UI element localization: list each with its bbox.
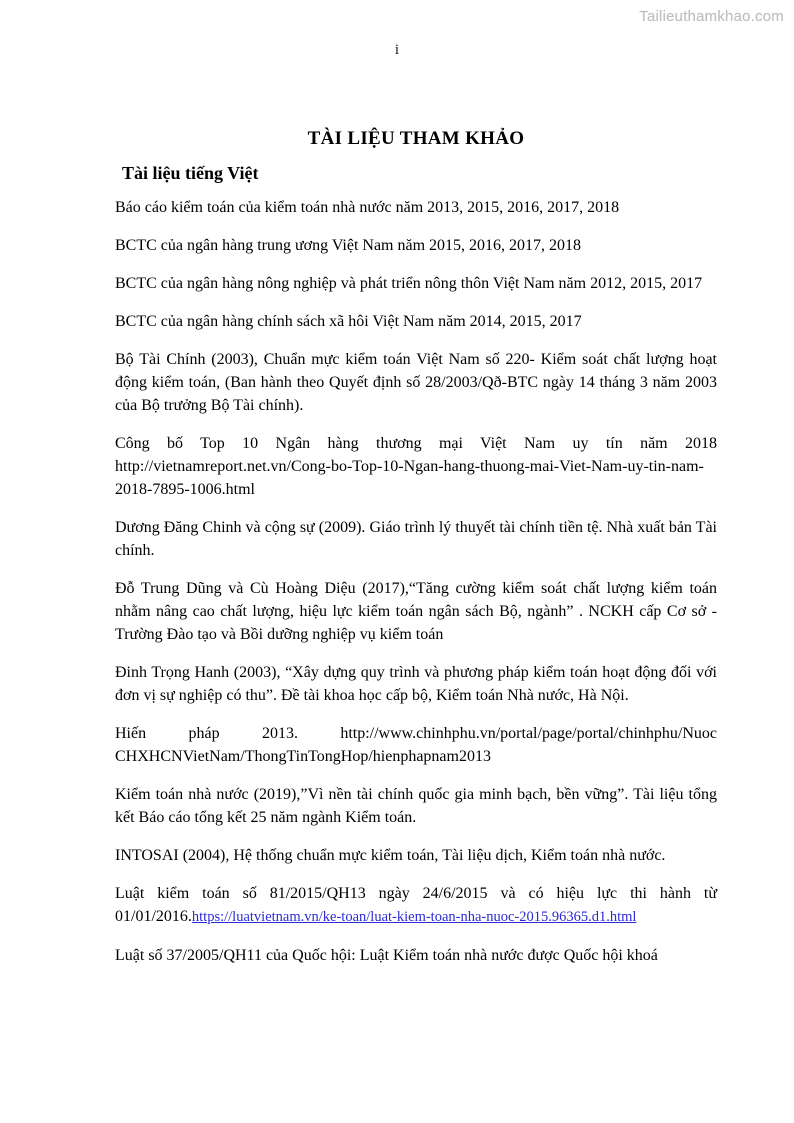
reference-text: Đinh Trọng Hanh (2003), “Xây dựng quy trình và phương pháp kiểm toán hoạt động đối với đơn vị sự nghiệp có thu”. Đề tài khoa học cấp bộ, Kiểm toán Nhà nước, Hà Nội. bbox=[115, 664, 717, 704]
reference-text: Luật kiểm toán số 81/2015/QH13 ngày 24/6/2015 và có hiệu lực thi hành từ 01/01/2016. bbox=[115, 885, 717, 925]
reference-paragraph bbox=[115, 783, 717, 829]
reference-paragraph bbox=[115, 944, 717, 967]
document-content bbox=[115, 128, 717, 982]
reference-paragraph bbox=[115, 432, 717, 501]
reference-paragraph bbox=[115, 722, 717, 768]
reference-text: Báo cáo kiểm toán của kiểm toán nhà nước năm 2013, 2015, 2016, 2017, 2018 bbox=[115, 199, 620, 216]
reference-paragraph bbox=[115, 661, 717, 707]
reference-text: Hiến pháp 2013. http://www.chinhphu.vn/portal/page/portal/chinhphu/Nuoc CHXHCNVietNam/ThongTinTongHop/hienphapnam2013 bbox=[115, 725, 717, 765]
reference-paragraph bbox=[115, 196, 717, 219]
reference-paragraph bbox=[115, 882, 717, 929]
reference-paragraph bbox=[115, 272, 717, 295]
page-number: i bbox=[394, 42, 400, 58]
reference-text: Kiểm toán nhà nước (2019),”Vì nền tài chính quốc gia minh bạch, bền vững”. Tài liệu tổng kết Báo cáo tổng kết 25 năm ngành Kiểm toán. bbox=[115, 786, 717, 826]
reference-text: Bộ Tài Chính (2003), Chuẩn mực kiểm toán Việt Nam số 220- Kiểm soát chất lượng hoạt động kiểm toán, (Ban hành theo Quyết định số 28/2003/Qð-BTC ngày 14 tháng 3 năm 2003 của Bộ trưởng Bộ Tài chính). bbox=[115, 351, 717, 414]
reference-paragraph bbox=[115, 577, 717, 646]
reference-list bbox=[115, 196, 717, 967]
reference-text: Luật số 37/2005/QH11 của Quốc hội: Luật Kiểm toán nhà nước được Quốc hội khoá bbox=[115, 947, 658, 964]
reference-paragraph bbox=[115, 516, 717, 562]
reference-link[interactable]: https://luatvietnam.vn/ke-toan/luat-kiem-toan-nha-nuoc-2015.96365.d1.html bbox=[191, 909, 637, 925]
reference-text: Công bố Top 10 Ngân hàng thương mại Việt Nam uy tín năm 2018 http://vietnamreport.net.vn/Cong-bo-Top-10-Ngan-hang-thuong-mai-Viet-Nam-uy-tin-nam-2018-7895-1006.html bbox=[115, 435, 717, 498]
reference-paragraph bbox=[115, 844, 717, 867]
reference-text: Đỗ Trung Dũng và Cù Hoàng Diệu (2017),“Tăng cường kiểm soát chất lượng kiểm toán nhằm nâng cao chất lượng, hiệu lực kiểm toán ngân sách Bộ, ngành” . NCKH cấp Cơ sở -Trường Đào tạo và Bồi dưỡng nghiệp vụ kiểm toán bbox=[115, 580, 717, 643]
site-watermark: Tailieuthamkhao.com bbox=[639, 8, 784, 25]
reference-text: BCTC của ngân hàng nông nghiệp và phát triển nông thôn Việt Nam năm 2012, 2015, 2017 bbox=[115, 275, 703, 292]
page-title: TÀI LIỆU THAM KHẢO bbox=[307, 128, 525, 149]
reference-text: BCTC của ngân hàng chính sách xã hôi Việt Nam năm 2014, 2015, 2017 bbox=[115, 313, 582, 330]
reference-text: Dương Đăng Chinh và cộng sự (2009). Giáo trình lý thuyết tài chính tiền tệ. Nhà xuất bản Tài chính. bbox=[115, 519, 717, 559]
reference-paragraph bbox=[115, 348, 717, 417]
reference-paragraph bbox=[115, 234, 717, 257]
reference-text: BCTC của ngân hàng trung ương Việt Nam năm 2015, 2016, 2017, 2018 bbox=[115, 237, 582, 254]
section-heading: Tài liệu tiếng Việt bbox=[122, 163, 259, 183]
reference-paragraph bbox=[115, 310, 717, 333]
reference-text: INTOSAI (2004), Hệ thống chuẩn mực kiểm toán, Tài liệu dịch, Kiểm toán nhà nước. bbox=[115, 847, 666, 864]
